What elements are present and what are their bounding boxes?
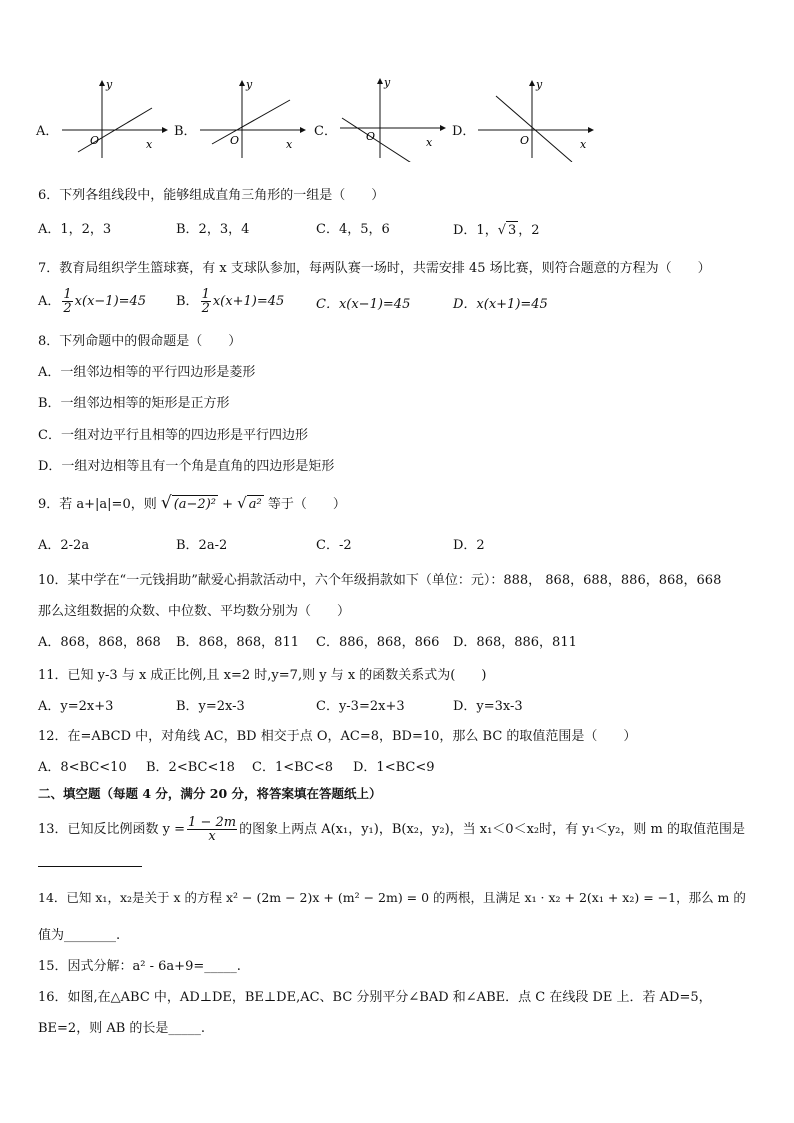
question-15[interactable]: 15．因式分解：a² - 6a+9=_____.: [38, 959, 241, 974]
q7-b-equation: x(x+1)=45: [212, 294, 285, 309]
graph-option-d[interactable]: [452, 72, 592, 162]
q6-d-radicand: 3: [508, 223, 517, 238]
q13-suffix: 的图象上两点 A(x₁，y₁)，B(x₂，y₂)，当 x₁＜0＜x₂时，有 y₁＜y₂，则 m 的取值范围是: [239, 822, 745, 837]
x-axis-label: x: [146, 138, 153, 151]
q13-fraction: [187, 816, 237, 843]
y-axis-label: y: [384, 76, 391, 89]
q6-option-b[interactable]: B．2，3，4: [176, 222, 250, 237]
x-axis-label: x: [286, 138, 293, 151]
q7-option-d[interactable]: D．x(x+1)=45: [453, 297, 548, 312]
q9-radicand-2: a²: [248, 497, 262, 512]
q6-option-a[interactable]: A．1，2，3: [38, 222, 112, 237]
q7-option-a[interactable]: [38, 288, 146, 315]
q7-a-equation: x(x−1)=45: [74, 294, 147, 309]
fraction-numerator: 1: [63, 287, 72, 302]
question-8-stem: 8．下列命题中的假命题是（ ）: [38, 334, 242, 349]
q11-option-a[interactable]: A．y=2x+3: [38, 699, 114, 714]
fraction-numerator: 1: [201, 287, 210, 302]
q6-option-c[interactable]: C．4，5，6: [316, 222, 390, 237]
graph-options-row: [36, 72, 596, 162]
q9-stem-prefix: 9．若 a+|a|=0，则: [38, 497, 157, 512]
question-14-line2[interactable]: 值为________.: [38, 928, 121, 943]
question-13-stem: [38, 816, 745, 843]
q9-option-a[interactable]: A．2-2a: [38, 538, 90, 553]
graph-d-line: [496, 96, 572, 162]
question-7-stem: 7．教育局组织学生篮球赛，有 x 支球队参加，每两队赛一场时，共需安排 45 场比赛，则符合题意的方程为（ ）: [38, 261, 711, 276]
q12-option-d[interactable]: D．1<BC<9: [353, 760, 435, 775]
q9-option-c[interactable]: C．-2: [316, 538, 352, 553]
fraction-denominator: 2: [63, 301, 72, 316]
q8-option-c[interactable]: C．一组对边平行且相等的四边形是平行四边形: [38, 428, 308, 443]
graph-a-svg: [58, 72, 168, 162]
question-10-stem-line1: 10．某中学在“一元钱捐助”献爱心捐款活动中，六个年级捐款如下（单位：元）：888， 868，688，886，868，668: [38, 573, 722, 588]
graph-c-svg: [336, 72, 446, 162]
graph-option-c[interactable]: [314, 72, 454, 162]
question-11-stem: 11．已知 y-3 与 x 成正比例,且 x=2 时,y=7,则 y 与 x 的函数关系式为( ): [38, 668, 487, 683]
fraction-half: [62, 288, 72, 315]
q7-option-b[interactable]: [176, 288, 284, 315]
q13-prefix: 13．已知反比例函数 y =: [38, 822, 186, 837]
q13-answer-blank[interactable]: [38, 866, 142, 867]
question-9-stem: [38, 494, 346, 514]
option-letter: B．: [174, 124, 197, 139]
question-16-line2[interactable]: BE=2，则 AB 的长是_____.: [38, 1021, 206, 1036]
q12-option-c[interactable]: C．1<BC<8: [252, 760, 334, 775]
q9-stem-suffix: 等于（ ）: [267, 497, 346, 512]
y-axis-label: y: [246, 78, 253, 91]
option-letter: C．: [314, 124, 337, 139]
q11-option-b[interactable]: B．y=2x-3: [176, 699, 245, 714]
q9-option-d[interactable]: D．2: [453, 538, 485, 553]
x-axis-label: x: [426, 136, 433, 149]
option-letter: D．: [452, 124, 476, 139]
q9-radicand-1: (a−2)²: [173, 497, 216, 512]
origin-label: O: [230, 134, 240, 147]
q8-option-b[interactable]: B．一组邻边相等的矩形是正方形: [38, 396, 230, 411]
fraction-numerator: 1 − 2m: [188, 815, 237, 830]
origin-label: O: [366, 130, 376, 143]
q12-option-a[interactable]: A．8<BC<10: [38, 760, 127, 775]
question-12-stem: 12．在=ABCD 中，对角线 AC，BD 相交于点 O，AC=8，BD=10，那么 BC 的取值范围是（ ）: [38, 729, 637, 744]
graph-b-line: [212, 100, 290, 144]
graph-option-b[interactable]: [174, 72, 314, 162]
sqrt-sign: √: [237, 494, 247, 512]
question-6-stem: 6．下列各组线段中，能够组成直角三角形的一组是（ ）: [38, 188, 385, 203]
origin-label: O: [90, 134, 100, 147]
sqrt-sign: √: [497, 223, 506, 238]
option-letter: B．: [176, 294, 199, 309]
q6-d-prefix: D．1，: [453, 223, 498, 238]
question-16-line1: 16．如图,在△ABC 中，AD⊥DE，BE⊥DE,AC、BC 分别平分∠BAD 和∠ABE．点 C 在线段 DE 上．若 AD=5，: [38, 990, 712, 1005]
fraction-denominator: x: [208, 829, 216, 844]
q12-option-b[interactable]: B．2<BC<18: [146, 760, 235, 775]
q7-option-c[interactable]: C．x(x−1)=45: [316, 297, 411, 312]
q10-option-d[interactable]: D．868，886，811: [453, 635, 577, 650]
q8-option-a[interactable]: A．一组邻边相等的平行四边形是菱形: [38, 365, 256, 380]
q10-option-a[interactable]: A．868，868，868: [38, 635, 161, 650]
y-axis-label: y: [536, 78, 543, 91]
option-letter: A．: [36, 124, 59, 139]
fraction-denominator: 2: [201, 301, 210, 316]
section-heading-fill-in: 二、填空题（每题 4 分，满分 20 分，将答案填在答题纸上）: [38, 786, 382, 801]
option-letter: A．: [38, 294, 61, 309]
x-axis-label: x: [580, 138, 587, 151]
plus-sign: +: [218, 497, 238, 512]
graph-d-svg: [474, 72, 598, 162]
q10-option-b[interactable]: B．868，868，811: [176, 635, 299, 650]
sqrt-sign: √: [160, 493, 172, 513]
question-10-stem-line2: 那么这组数据的众数、中位数、平均数分别为（ ）: [38, 604, 351, 619]
graph-option-a[interactable]: [36, 72, 176, 162]
question-14-line1: 14．已知 x₁，x₂是关于 x 的方程 x² − (2m − 2)x + (m² − 2m) = 0 的两根，且满足 x₁ · x₂ + 2(x₁ + x₂) = −1，那么 m 的: [38, 890, 746, 905]
graph-c-line: [342, 118, 416, 162]
q11-option-d[interactable]: D．y=3x-3: [453, 699, 523, 714]
q6-d-suffix: ，2: [518, 223, 540, 238]
q8-option-d[interactable]: D．一组对边相等且有一个角是直角的四边形是矩形: [38, 459, 335, 474]
y-axis-label: y: [106, 78, 113, 91]
fraction-half: [201, 288, 211, 315]
q6-option-d[interactable]: [453, 221, 540, 240]
graph-b-svg: [196, 72, 306, 162]
q11-option-c[interactable]: C．y-3=2x+3: [316, 699, 405, 714]
q9-option-b[interactable]: B．2a-2: [176, 538, 228, 553]
origin-label: O: [520, 134, 530, 147]
q10-option-c[interactable]: C．886，868，866: [316, 635, 440, 650]
